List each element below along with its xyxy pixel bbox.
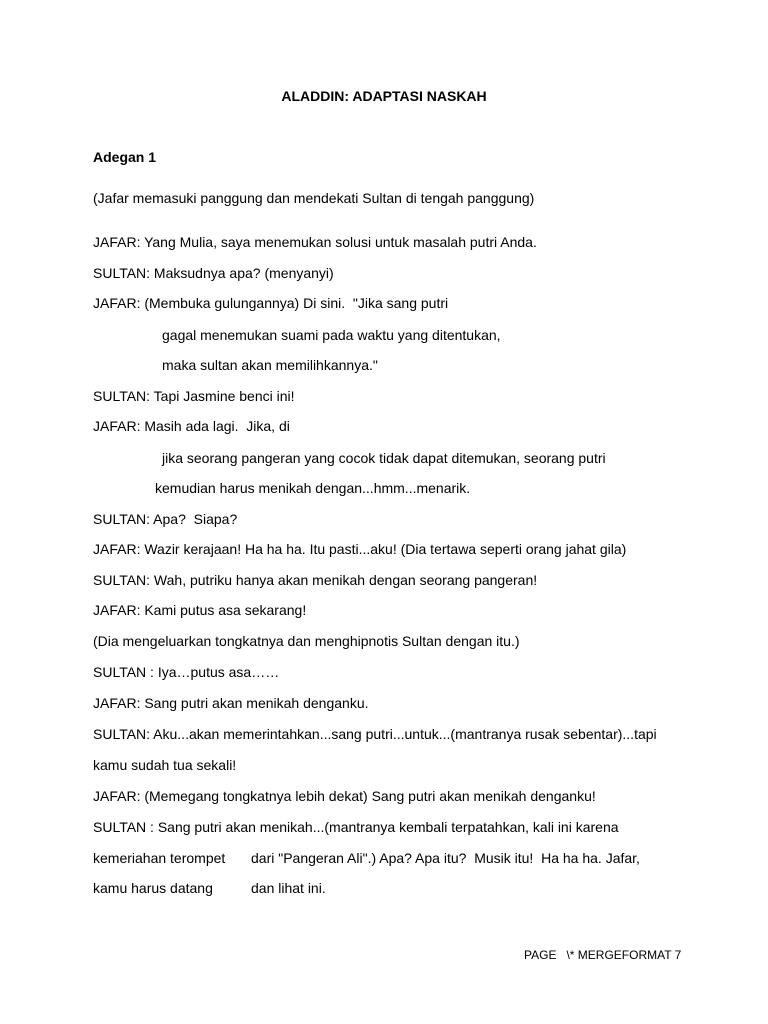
dialogue-line: JAFAR: (Membuka gulungannya) Di sini. "Jika sang putri	[93, 295, 449, 311]
dialogue-line: JAFAR: Kami putus asa sekarang!	[93, 602, 307, 618]
dialogue-continuation: dari "Pangeran Ali".) Apa? Apa itu? Musik itu! Ha ha ha. Jafar,	[251, 850, 640, 866]
dialogue-line: SULTAN : Sang putri akan menikah...(mantranya kembali terpatahkan, kali ini karena	[93, 819, 619, 835]
dialogue-continuation: dan lihat ini.	[251, 880, 326, 896]
dialogue-continuation: maka sultan akan memilihkannya."	[162, 357, 378, 373]
stage-direction: (Jafar memasuki panggung dan mendekati Sultan di tengah panggung)	[93, 190, 535, 206]
dialogue-line: SULTAN: Maksudnya apa? (menyanyi)	[93, 265, 334, 281]
dialogue-line: SULTAN: Aku...akan memerintahkan...sang putri...untuk...(mantranya rusak sebentar)...tapi	[93, 726, 657, 742]
dialogue-continuation: kamu sudah tua sekali!	[93, 757, 237, 773]
dialogue-continuation: kemudian harus menikah dengan...hmm...menarik.	[155, 480, 471, 496]
dialogue-line: JAFAR: (Memegang tongkatnya lebih dekat) Sang putri akan menikah denganku!	[93, 788, 596, 804]
stage-direction: (Dia mengeluarkan tongkatnya dan menghipnotis Sultan dengan itu.)	[93, 633, 520, 649]
dialogue-line: JAFAR: Yang Mulia, saya menemukan solusi untuk masalah putri Anda.	[93, 234, 537, 250]
dialogue-continuation: gagal menemukan suami pada waktu yang ditentukan,	[162, 327, 501, 343]
dialogue-line: JAFAR: Masih ada lagi. Jika, di	[93, 418, 290, 434]
dialogue-line: SULTAN: Tapi Jasmine benci ini!	[93, 388, 295, 404]
dialogue-continuation: jika seorang pangeran yang cocok tidak dapat ditemukan, seorang putri	[162, 450, 606, 466]
dialogue-line: JAFAR: Wazir kerajaan! Ha ha ha. Itu pasti...aku! (Dia tertawa seperti orang jahat gila)	[93, 541, 627, 557]
document-title: ALADDIN: ADAPTASI NASKAH	[281, 88, 487, 104]
page-footer: PAGE \* MERGEFORMAT 7	[524, 948, 682, 962]
dialogue-continuation: kamu harus datang	[93, 880, 213, 896]
dialogue-line: SULTAN: Wah, putriku hanya akan menikah dengan seorang pangeran!	[93, 572, 538, 588]
dialogue-line: SULTAN : Iya…putus asa……	[93, 664, 280, 680]
dialogue-continuation: kemeriahan terompet	[93, 850, 226, 866]
scene-heading: Adegan 1	[93, 149, 157, 165]
dialogue-line: SULTAN: Apa? Siapa?	[93, 511, 238, 527]
dialogue-line: JAFAR: Sang putri akan menikah denganku.	[93, 695, 369, 711]
